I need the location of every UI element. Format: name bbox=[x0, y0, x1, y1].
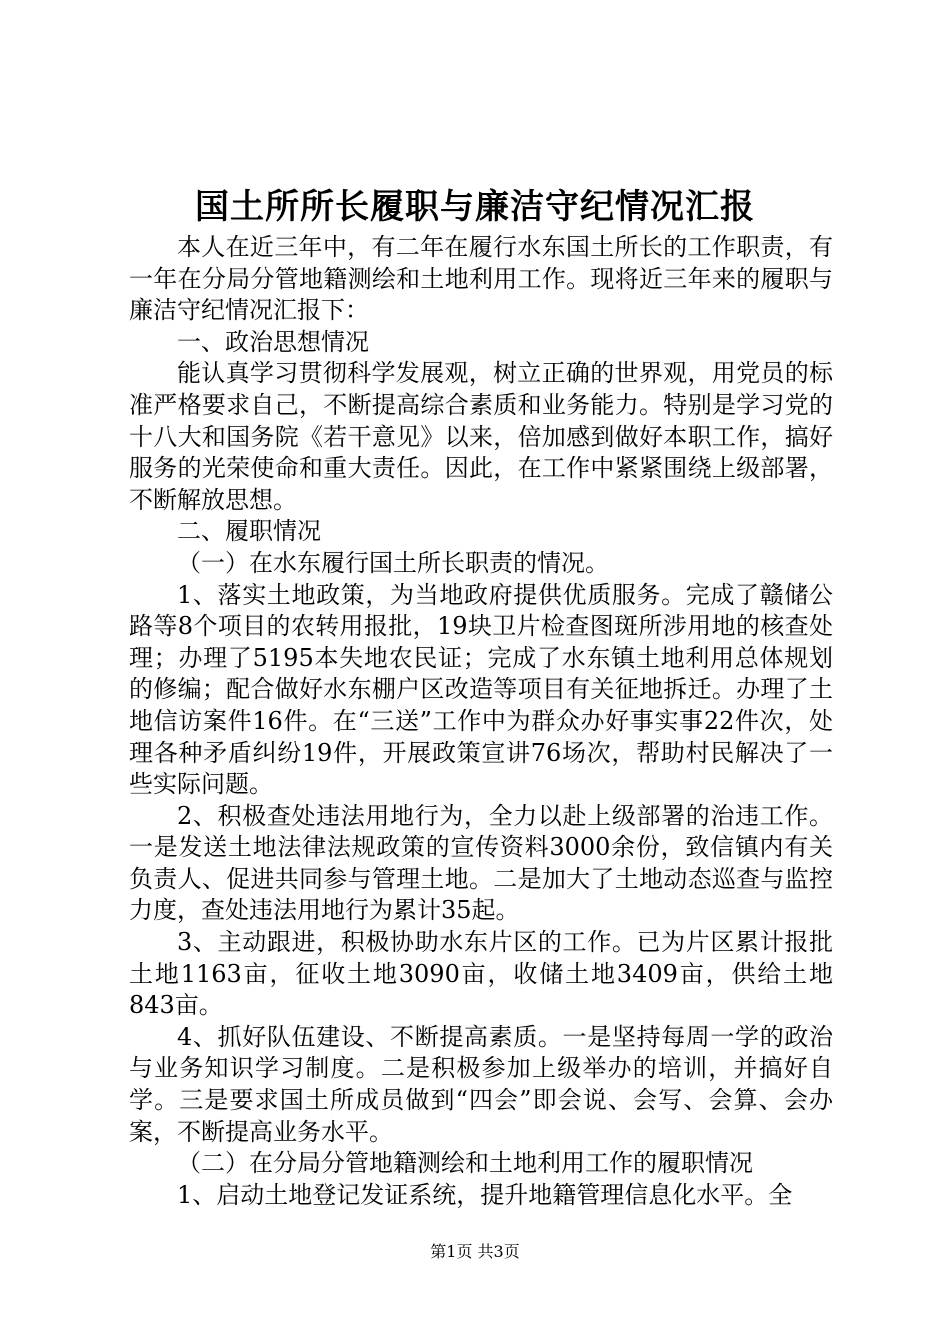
paragraph-item-4: 4、抓好队伍建设、不断提高素质。一是坚持每周一学的政治与业务知识学习制度。二是积极参加上级举办的培训，并搞好自学。三是要求国土所成员做到“四会”即会说、会写、会算、会办案，不断提高业务水平。 bbox=[129, 1022, 833, 1146]
subheading-shuidong: （一）在水东履行国土所长职责的情况。 bbox=[177, 548, 609, 577]
subheading-branch: （二）在分局分管地籍测绘和土地利用工作的履职情况 bbox=[177, 1149, 753, 1178]
document-body bbox=[129, 232, 833, 1211]
heading-performance: 二、履职情况 bbox=[177, 517, 321, 546]
heading-political-thought: 一、政治思想情况 bbox=[177, 327, 369, 356]
page-footer: 第1页 共3页 bbox=[430, 1242, 520, 1261]
paragraph-item-3: 3、主动跟进，积极协助水东片区的工作。已为片区累计报批土地1163亩，征收土地3090亩，收储土地3409亩，供给土地843亩。 bbox=[129, 928, 833, 1020]
paragraph-item-2: 2、积极查处违法用地行为，全力以赴上级部署的治违工作。一是发送土地法律法规政策的宣传资料3000余份，致信镇内有关负责人、促进共同参与管理土地。二是加大了土地动态巡查与监控力度，查处违法用地行为累计35起。 bbox=[129, 801, 833, 925]
paragraph-political-thought: 能认真学习贯彻科学发展观，树立正确的世界观，用党员的标准严格要求自己，不断提高综合素质和业务能力。特别是学习党的十八大和国务院《若干意见》以来，倍加感到做好本职工作，搞好服务的光荣使命和重大责任。因此，在工作中紧紧围绕上级部署，不断解放思想。 bbox=[129, 359, 833, 514]
paragraph-intro: 本人在近三年中，有二年在履行水东国土所长的工作职责，有一年在分局分管地籍测绘和土地利用工作。现将近三年来的履职与廉洁守纪情况汇报下： bbox=[129, 233, 833, 325]
document-title: 国土所所长履职与廉洁守纪情况汇报 bbox=[195, 187, 755, 227]
paragraph-branch-item-1: 1、启动土地登记发证系统，提升地籍管理信息化水平。全 bbox=[177, 1180, 793, 1209]
paragraph-item-1: 1、落实土地政策，为当地政府提供优质服务。完成了赣储公路等8个项目的农转用报批，19块卫片检查图斑所涉用地的核查处理；办理了5195本失地农民证；完成了水东镇土地利用总体规划的修编；配合做好水东棚户区改造等项目有关征地拆迁。办理了土地信访案件16件。在“三送”工作中为群众办好事实事22件次，处理各种矛盾纠纷19件，开展政策宣讲76场次，帮助村民解决了一些实际问题。 bbox=[129, 580, 833, 799]
